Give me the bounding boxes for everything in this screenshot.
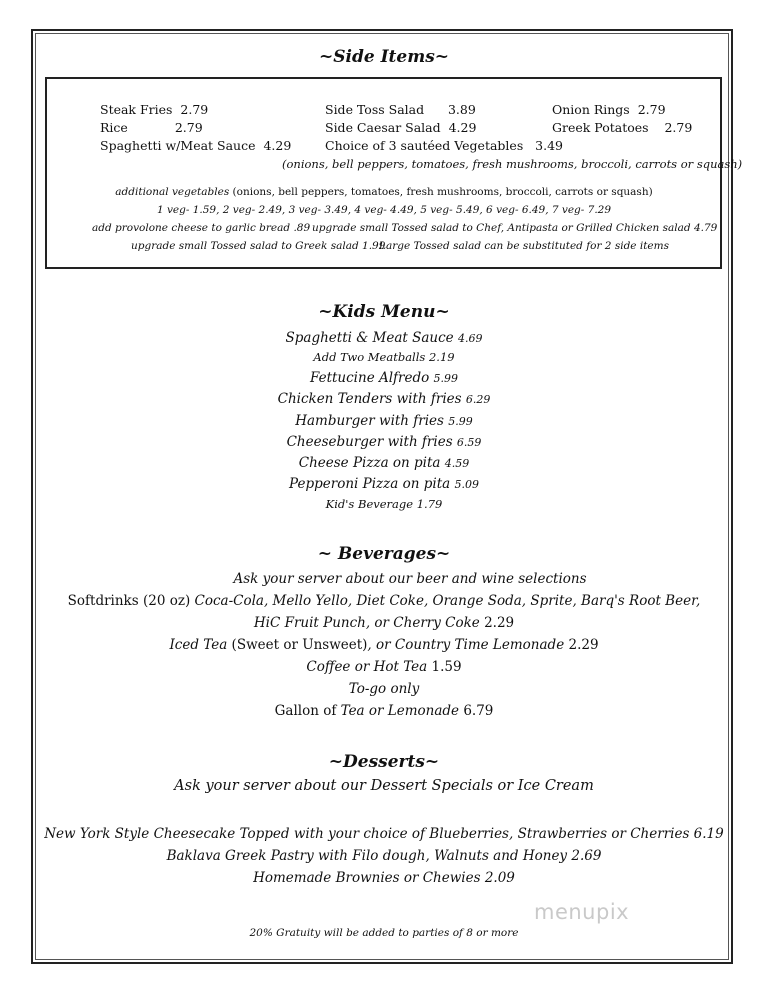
- additional-veg-line: additional vegetables (onions, bell peppers, tomatoes, fresh mushrooms, broccoli, carrots or squash): [115, 186, 653, 198]
- dessert-item: New York Style Cheesecake Topped with your choice of Blueberries, Strawberries or Cherries 6.19: [44, 826, 724, 842]
- veg-note: (onions, bell peppers, tomatoes, fresh mushrooms, broccoli, carrots or squash): [282, 157, 743, 171]
- gratuity-note: 20% Gratuity will be added to parties of 8 or more: [249, 927, 519, 939]
- kids-menu-title: ~Kids Menu~: [318, 302, 450, 322]
- side-item: Spaghetti w/Meat Sauce 4.29: [100, 138, 292, 153]
- kids-item: Fettucine Alfredo 5.99: [309, 370, 459, 386]
- softdrinks-line-2: HiC Fruit Punch, or Cherry Coke 2.29: [253, 615, 515, 631]
- side-item: Rice 2.79: [100, 120, 203, 135]
- upgrade-greek-note: upgrade small Tossed salad to Greek salad 1.99: [131, 240, 386, 252]
- kids-item: Add Two Meatballs 2.19: [313, 350, 455, 364]
- side-item: Steak Fries 2.79: [100, 102, 209, 117]
- togo-line: To-go only: [348, 681, 420, 697]
- beer-wine-note: Ask your server about our beer and wine selections: [233, 571, 587, 587]
- softdrinks-line: Softdrinks (20 oz) Coca-Cola, Mello Yello, Diet Coke, Orange Soda, Sprite, Barq's Root Beer,: [67, 593, 701, 609]
- watermark: menupix: [534, 900, 630, 924]
- kids-item: Chicken Tenders with fries 6.29: [277, 391, 491, 407]
- large-salad-note: Large Tossed salad can be substituted for 2 side items: [379, 240, 669, 252]
- kids-item: Spaghetti & Meat Sauce 4.69: [285, 330, 483, 346]
- coffee-line: Coffee or Hot Tea 1.59: [306, 659, 462, 675]
- side-item: Choice of 3 sautéed Vegetables 3.49: [325, 138, 564, 153]
- dessert-item: Homemade Brownies or Chewies 2.09: [253, 870, 515, 886]
- side-item: Onion Rings 2.79: [552, 102, 666, 117]
- kids-item: Kid's Beverage 1.79: [325, 497, 443, 511]
- provolone-note: add provolone cheese to garlic bread .89: [92, 222, 311, 234]
- side-item: Greek Potatoes 2.79: [552, 120, 693, 135]
- iced-tea-line: Iced Tea (Sweet or Unsweet), or Country Time Lemonade 2.29: [169, 637, 599, 653]
- dessert-item: Baklava Greek Pastry with Filo dough, Walnuts and Honey 2.69: [166, 848, 602, 864]
- gallon-line: Gallon of Tea or Lemonade 6.79: [274, 703, 494, 719]
- side-item: Side Toss Salad 3.89: [325, 102, 476, 117]
- kids-item: Cheeseburger with fries 6.59: [286, 434, 482, 450]
- desserts-title: ~Desserts~: [328, 752, 440, 772]
- veg-prices: 1 veg- 1.59, 2 veg- 2.49, 3 veg- 3.49, 4 veg- 4.49, 5 veg- 5.49, 6 veg- 6.49, 7 veg- 7.29: [156, 204, 612, 216]
- side-items-title: ~Side Items~: [318, 47, 450, 67]
- dessert-specials-note: Ask your server about our Dessert Specials or Ice Cream: [174, 778, 594, 794]
- upgrade-chef-note: upgrade small Tossed salad to Chef, Antipasta or Grilled Chicken salad 4.79: [312, 222, 718, 234]
- kids-item: Cheese Pizza on pita 4.59: [298, 455, 470, 471]
- side-item: Side Caesar Salad 4.29: [325, 120, 477, 135]
- kids-item: Hamburger with fries 5.99: [295, 413, 473, 429]
- kids-item: Pepperoni Pizza on pita 5.09: [289, 476, 479, 492]
- beverages-title: ~ Beverages~: [317, 544, 451, 564]
